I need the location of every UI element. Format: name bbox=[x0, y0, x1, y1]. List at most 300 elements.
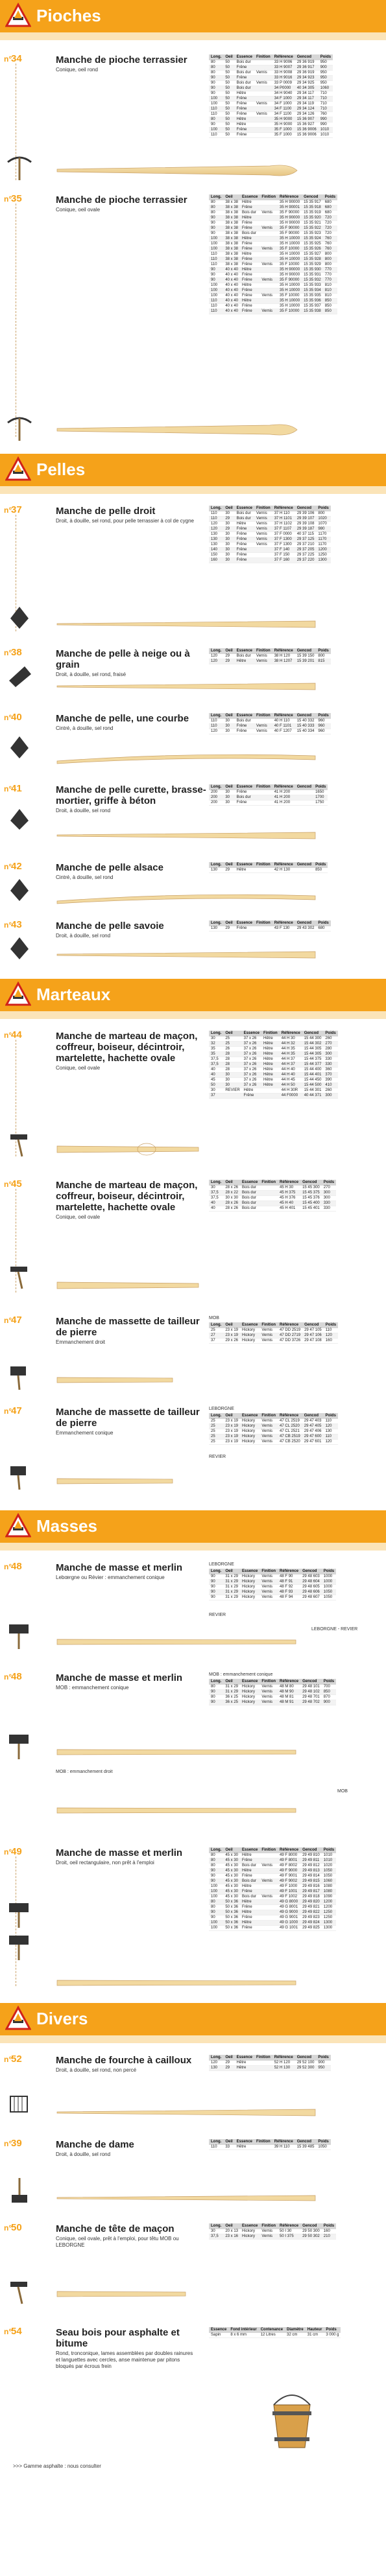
table-cell: 160 bbox=[209, 558, 223, 563]
product-41 bbox=[0, 784, 386, 849]
table-row bbox=[209, 112, 333, 117]
table-header-cell: Finition bbox=[259, 194, 278, 200]
table-row bbox=[209, 532, 331, 537]
table-cell: 35 F 1000 bbox=[272, 133, 295, 138]
table-cell: 35 F 10000 bbox=[278, 247, 302, 252]
table-row bbox=[209, 231, 337, 237]
product-48-mob bbox=[0, 1672, 386, 1834]
table-cell: 30 x 30 bbox=[223, 1196, 240, 1201]
table-row bbox=[209, 1083, 338, 1088]
table-cell: 950 bbox=[316, 2066, 330, 2071]
table-header-cell: Poids bbox=[316, 2139, 330, 2145]
table-row bbox=[209, 543, 331, 548]
table-cell bbox=[259, 231, 278, 237]
table-cell bbox=[254, 2145, 272, 2150]
table-header-cell: Contenance bbox=[259, 2327, 285, 2333]
table-cell: 15 45 375 bbox=[300, 1191, 322, 1196]
table-cell: Vernis bbox=[259, 278, 278, 283]
table-cell bbox=[254, 117, 272, 123]
product-47-conique bbox=[0, 1407, 386, 1497]
table-cell bbox=[259, 1900, 278, 1905]
table-cell: 35 H 10000 bbox=[278, 252, 302, 257]
table-cell: 25 bbox=[209, 1429, 223, 1434]
table-row bbox=[209, 654, 331, 659]
product-54 bbox=[0, 2327, 386, 2457]
table-cell: 29 50 302 bbox=[300, 2234, 322, 2240]
table-cell: 370 bbox=[323, 1073, 337, 1078]
table-cell: 100 bbox=[209, 1895, 223, 1900]
table-cell: 800 bbox=[323, 257, 337, 263]
table-cell: Hêtre bbox=[235, 659, 254, 664]
table-cell: Frêne bbox=[235, 724, 254, 729]
table-cell: 15 40 334 bbox=[295, 729, 317, 734]
table-cell: 200 bbox=[209, 790, 223, 795]
product-table bbox=[209, 2223, 336, 2240]
table-header-cell: Référence bbox=[278, 1569, 300, 1575]
product-43 bbox=[0, 920, 386, 972]
table-cell: 330 bbox=[322, 1206, 336, 1212]
table-cell: Bois dur bbox=[235, 719, 254, 724]
table-cell: Frêne bbox=[240, 288, 259, 294]
table-row bbox=[209, 1440, 338, 1445]
table-cell bbox=[254, 926, 272, 931]
table-cell: 15 44 305 bbox=[302, 1052, 324, 1057]
table-cell: Vernis bbox=[259, 1690, 278, 1695]
table-cell bbox=[259, 1206, 278, 1212]
section-strip bbox=[0, 486, 386, 494]
table-cell: 49 G 1000 bbox=[278, 1921, 300, 1926]
table-cell: 100 bbox=[209, 247, 223, 252]
handle-illustration bbox=[56, 889, 328, 906]
table-cell: 28 x 26 bbox=[223, 1201, 240, 1206]
table-cell bbox=[259, 1890, 278, 1895]
table-cell: 47 DD 3726 bbox=[278, 1339, 302, 1344]
table-cell: Hickory bbox=[240, 1685, 259, 1690]
table-cell: Hickory bbox=[240, 2234, 259, 2240]
table-cell: Frêne bbox=[240, 309, 259, 314]
table-cell: 330 bbox=[323, 1062, 337, 1068]
product-number: n° 48 bbox=[4, 1561, 22, 1572]
table-header-cell: Référence bbox=[272, 54, 295, 60]
table-cell: 1050 bbox=[316, 2145, 330, 2150]
table-cell: 1170 bbox=[316, 537, 330, 543]
table-header-cell: Long. bbox=[209, 1847, 223, 1853]
table-row bbox=[209, 200, 337, 205]
table-row bbox=[209, 801, 328, 806]
table-header-cell: Poids bbox=[313, 784, 328, 790]
handle-illustration bbox=[56, 749, 328, 766]
table-row bbox=[209, 522, 331, 527]
table-cell bbox=[295, 790, 313, 795]
table-cell: 37 x 26 bbox=[242, 1078, 261, 1083]
table-cell: 30 bbox=[223, 795, 234, 801]
product-number: n° 34 bbox=[4, 53, 22, 64]
table-row bbox=[209, 1869, 336, 1874]
table-cell: Hêtre bbox=[235, 522, 254, 527]
table-row bbox=[209, 1201, 336, 1206]
table-cell: 30 bbox=[223, 719, 234, 724]
table-cell: 30 bbox=[223, 790, 234, 795]
table-cell: Hickory bbox=[240, 1440, 259, 1445]
pickaxe-thumbnail bbox=[5, 412, 34, 442]
table-cell: 35 F 90000 bbox=[278, 226, 302, 231]
table-row bbox=[209, 724, 331, 729]
table-cell: 130 bbox=[323, 1429, 337, 1434]
handle-illustration bbox=[56, 2190, 328, 2207]
table-cell: 29 49 812 bbox=[300, 1864, 322, 1869]
table-cell: 50 bbox=[223, 76, 234, 81]
table-header-cell: Finition bbox=[254, 920, 272, 926]
table-header-cell: Poids bbox=[324, 2327, 341, 2333]
table-cell: 300 bbox=[323, 1094, 337, 1099]
table-header-cell: Oeil bbox=[223, 2223, 240, 2229]
table-cell: 90 bbox=[209, 1595, 223, 1600]
handle-illustration bbox=[56, 827, 328, 844]
table-cell: 120 bbox=[323, 1440, 337, 1445]
product-number: n° 38 bbox=[4, 647, 22, 658]
table-cell: 38 x 38 bbox=[223, 221, 240, 226]
table-cell: Frêne bbox=[235, 537, 254, 543]
table-cell: 37,5 bbox=[209, 1196, 223, 1201]
curette-thumbnail bbox=[5, 804, 34, 834]
table-cell: 12 Litres bbox=[259, 2333, 285, 2338]
table-header-cell: Finition bbox=[259, 1569, 278, 1575]
table-header-cell: Essence bbox=[235, 648, 254, 654]
table-row bbox=[209, 91, 333, 97]
table-cell: 29 39 187 bbox=[295, 527, 317, 532]
table-row bbox=[209, 2229, 336, 2234]
table-cell: 35 F 90000 bbox=[278, 231, 302, 237]
product-table bbox=[209, 1180, 336, 1212]
table-cell: Hêtre bbox=[261, 1062, 280, 1068]
table-cell: 30 bbox=[223, 724, 234, 729]
table-cell: 37,5 bbox=[209, 1062, 223, 1068]
table-cell: 270 bbox=[323, 1042, 337, 1047]
table-cell: 29 47 106 bbox=[302, 1333, 324, 1339]
table-cell: Frêne bbox=[240, 1874, 259, 1879]
table-cell: 720 bbox=[323, 226, 337, 231]
table-cell: 130 bbox=[209, 2066, 223, 2071]
table-row bbox=[209, 1088, 338, 1094]
table-cell bbox=[261, 1094, 280, 1099]
table-header-cell: Essence bbox=[235, 784, 254, 790]
table-cell: Hêtre bbox=[240, 1900, 259, 1905]
table-cell: 45 x 30 bbox=[223, 1858, 240, 1864]
table-cell: 960 bbox=[316, 729, 330, 734]
table-cell bbox=[259, 1926, 278, 1931]
table-row bbox=[209, 1900, 336, 1905]
table-cell: Vernis bbox=[259, 1700, 278, 1705]
handle-illustration bbox=[56, 162, 328, 179]
table-cell: 50 x 36 bbox=[223, 1900, 240, 1905]
product-name: Manche de masse et merlin MOB : emmanchement conique bbox=[56, 1672, 183, 1691]
table-cell: 90 bbox=[209, 91, 223, 97]
table-cell: 15 45 376 bbox=[300, 1196, 322, 1201]
table-cell: 15 40 332 bbox=[295, 719, 317, 724]
table-cell: 28 x 22 bbox=[223, 1191, 240, 1196]
section-title: Pioches bbox=[36, 6, 101, 25]
table-row bbox=[209, 221, 337, 226]
table-cell bbox=[254, 123, 272, 128]
table-cell: Frêne bbox=[235, 112, 254, 117]
table-cell: Frêne bbox=[235, 926, 254, 931]
table-header-cell: Référence bbox=[272, 784, 295, 790]
table-cell: Vernis bbox=[254, 659, 272, 664]
product-number: n° 43 bbox=[4, 919, 22, 930]
table-cell: 38 x 38 bbox=[223, 231, 240, 237]
table-cell: 25 bbox=[209, 1424, 223, 1429]
product-name: Manche de pelle à neige ou à grain Droit, à douille, sel rond, fraisé bbox=[56, 648, 190, 677]
table-cell: 80 bbox=[209, 211, 223, 216]
table-cell: 90 bbox=[209, 1575, 223, 1580]
table-cell: 110 bbox=[323, 1434, 337, 1440]
section-title: Masses bbox=[36, 1516, 97, 1536]
table-cell bbox=[254, 133, 272, 138]
product-37 bbox=[0, 506, 386, 635]
product-name: Manche de tête de maçon Conique, oeil ovale, prêt à l'emploi, pour têtu MOB ou LEBORGNE bbox=[56, 2223, 179, 2248]
table-header-cell: Poids bbox=[323, 194, 337, 200]
table-header-cell: Finition bbox=[259, 1322, 278, 1328]
table-cell: Frêne bbox=[240, 304, 259, 309]
table-cell bbox=[259, 1186, 278, 1191]
table-row bbox=[209, 719, 331, 724]
table-cell: 100 bbox=[209, 242, 223, 247]
handle-illustration bbox=[56, 1473, 328, 1490]
table-cell: 37 F 160 bbox=[272, 558, 295, 563]
table-cell: 50 bbox=[223, 107, 234, 112]
table-cell: Vernis bbox=[254, 102, 272, 107]
table-cell: 49 G 1001 bbox=[278, 1926, 300, 1931]
section-title: Marteaux bbox=[36, 985, 111, 1004]
table-cell: 40 34 305 bbox=[295, 86, 319, 91]
table-cell: 270 bbox=[322, 1186, 336, 1191]
table-cell: 29 bbox=[223, 659, 234, 664]
table-cell: 15 44 375 bbox=[302, 1057, 324, 1062]
brand-label: LEBORGNE bbox=[209, 1562, 234, 1567]
table-row bbox=[209, 1580, 336, 1585]
handle-illustration bbox=[56, 1141, 328, 1158]
table-row bbox=[209, 1585, 336, 1590]
table-cell: 1000 bbox=[322, 1585, 336, 1590]
table-cell: 950 bbox=[319, 81, 333, 86]
table-cell: 710 bbox=[319, 102, 333, 107]
table-row bbox=[209, 553, 331, 558]
product-table bbox=[209, 648, 331, 664]
table-cell: 100 bbox=[209, 102, 223, 107]
table-header-cell: Oeil bbox=[223, 862, 234, 868]
table-cell: Hêtre bbox=[240, 283, 259, 288]
table-header-cell: Gencod bbox=[302, 194, 323, 200]
table-cell: 210 bbox=[322, 2234, 336, 2240]
table-cell: 80 bbox=[209, 1900, 223, 1905]
table-cell: 23 x 19 bbox=[223, 1429, 240, 1434]
table-cell: 30 bbox=[223, 548, 234, 553]
table-cell bbox=[259, 1874, 278, 1879]
table-cell: 48 M 80 bbox=[278, 1685, 300, 1690]
table-cell: Hickory bbox=[240, 1575, 259, 1580]
product-number: n° 47 bbox=[4, 1315, 22, 1326]
table-cell: Bois dur bbox=[240, 1186, 259, 1191]
table-cell: Vernis bbox=[259, 2229, 278, 2234]
table-cell: 330 bbox=[323, 1057, 337, 1062]
table-header-cell: Gencod bbox=[295, 506, 317, 511]
table-cell: 760 bbox=[323, 247, 337, 252]
table-header-cell: Gencod bbox=[302, 1322, 324, 1328]
table-cell: 25 bbox=[209, 1419, 223, 1424]
product-number: n° 40 bbox=[4, 712, 22, 723]
table-cell: Hêtre bbox=[240, 252, 259, 257]
table-cell: 760 bbox=[319, 112, 333, 117]
table-cell: 48 F 91 bbox=[278, 1580, 300, 1585]
table-cell: Hêtre bbox=[261, 1042, 280, 1047]
product-table bbox=[209, 862, 328, 873]
section-title: Pelles bbox=[36, 460, 86, 479]
table-cell: 37 x 26 bbox=[242, 1073, 261, 1078]
table-cell: 110 bbox=[209, 263, 223, 268]
table-cell: 160 bbox=[324, 1339, 338, 1344]
table-cell: 23 x 19 bbox=[223, 1419, 240, 1424]
table-row bbox=[209, 1864, 336, 1869]
table-cell: 100 bbox=[209, 237, 223, 242]
table-cell: Vernis bbox=[254, 729, 272, 734]
table-cell bbox=[254, 107, 272, 112]
table-cell: 37 F 150 bbox=[272, 553, 295, 558]
mallet-thumbnail bbox=[5, 1461, 34, 1491]
table-header-cell: Référence bbox=[272, 713, 295, 719]
table-cell: 29 48 605 bbox=[300, 1585, 322, 1590]
table-cell: 29 47 405 bbox=[302, 1424, 324, 1429]
table-cell: 29 47 105 bbox=[302, 1328, 324, 1333]
table-cell: Frêne bbox=[235, 107, 254, 112]
table-cell: 980 bbox=[316, 527, 330, 532]
table-cell: Frêne bbox=[235, 65, 254, 71]
table-cell: 30 bbox=[209, 1186, 223, 1191]
table-cell: 3 000 g bbox=[324, 2333, 341, 2338]
table-row bbox=[209, 1206, 336, 1212]
table-cell: Hêtre bbox=[240, 1910, 259, 1915]
brand-label: MOB bbox=[209, 1316, 219, 1320]
table-cell: 960 bbox=[316, 724, 330, 729]
table-cell: 30 bbox=[223, 543, 234, 548]
table-cell: 29 bbox=[223, 926, 234, 931]
table-header-cell: Essence bbox=[240, 1322, 259, 1328]
table-cell: Hêtre bbox=[235, 123, 254, 128]
table-cell: 23 x 19 bbox=[223, 1440, 240, 1445]
product-47-droit bbox=[0, 1316, 386, 1394]
table-cell: Vernis bbox=[254, 522, 272, 527]
table-header-cell: Finition bbox=[254, 2055, 272, 2061]
table-cell: 90 bbox=[209, 1700, 223, 1705]
table-cell: 100 bbox=[209, 1890, 223, 1895]
table-cell: 110 bbox=[209, 309, 223, 314]
table-cell: Frêne bbox=[240, 205, 259, 211]
hammer-thumbnail bbox=[5, 2275, 34, 2305]
table-cell: 28 x 26 bbox=[223, 1186, 240, 1191]
table-cell: 20 x 13 bbox=[223, 2229, 240, 2234]
table-cell: Bois dur bbox=[240, 1201, 259, 1206]
table-cell: 680 bbox=[316, 926, 330, 931]
table-cell: 15 35 934 bbox=[302, 288, 323, 294]
table-cell: 15 35 921 bbox=[302, 221, 323, 226]
table-cell: 38 x 38 bbox=[223, 252, 240, 257]
table-cell: 44 H 30 bbox=[280, 1036, 302, 1042]
table-cell: 30 bbox=[223, 537, 234, 543]
table-header-cell: Oeil bbox=[223, 1847, 240, 1853]
table-cell: 29 37 205 bbox=[295, 548, 317, 553]
table-cell: 29 47 108 bbox=[302, 1339, 324, 1344]
table-cell: 48 F 93 bbox=[278, 1590, 300, 1595]
table-row bbox=[209, 1042, 338, 1047]
table-cell: 680 bbox=[323, 211, 337, 216]
table-row bbox=[209, 288, 337, 294]
table-cell: 15 35 922 bbox=[302, 226, 323, 231]
table-cell: 29 49 825 bbox=[300, 1926, 322, 1931]
table-cell: 120 bbox=[209, 522, 223, 527]
product-table bbox=[209, 1847, 336, 1931]
product-number: n° 50 bbox=[4, 2222, 22, 2233]
table-cell: Hêtre bbox=[235, 117, 254, 123]
table-cell: 29 36 917 bbox=[295, 65, 319, 71]
table-cell: 29 39 108 bbox=[295, 522, 317, 527]
table-cell: 37 H 110 bbox=[272, 511, 295, 517]
product-number: n° 52 bbox=[4, 2054, 22, 2065]
table-cell: 90 bbox=[209, 1915, 223, 1921]
table-cell: 90 bbox=[209, 1580, 223, 1585]
table-cell: Hêtre bbox=[235, 2145, 254, 2150]
table-cell: 100 bbox=[209, 97, 223, 102]
table-cell: Bois dur bbox=[235, 795, 254, 801]
product-table bbox=[209, 194, 337, 314]
table-cell: Hêtre bbox=[261, 1057, 280, 1062]
table-header-cell: Finition bbox=[254, 2139, 272, 2145]
table-header-cell: Oeil bbox=[223, 1413, 240, 1419]
table-cell: 120 bbox=[209, 729, 223, 734]
table-cell: 29 48 606 bbox=[300, 1590, 322, 1595]
table-cell: 29 34 124 bbox=[295, 107, 319, 112]
table-header-cell: Référence bbox=[278, 1679, 300, 1685]
table-header-cell: Gencod bbox=[295, 648, 317, 654]
table-cell: 120 bbox=[209, 527, 223, 532]
brand-label: MOB bbox=[337, 1789, 348, 1794]
table-cell: 80 bbox=[209, 1695, 223, 1700]
fork-thumbnail bbox=[5, 2091, 34, 2121]
table-header-cell: Poids bbox=[323, 1413, 337, 1419]
table-cell bbox=[259, 1921, 278, 1926]
product-number: n° 49 bbox=[4, 1846, 22, 1857]
table-cell: Hêtre bbox=[261, 1052, 280, 1057]
table-cell: 950 bbox=[319, 71, 333, 76]
table-cell bbox=[259, 1910, 278, 1915]
table-cell: 26 bbox=[223, 1047, 241, 1052]
table-cell: 37 x 26 bbox=[242, 1047, 261, 1052]
table-cell: 40 x 40 bbox=[223, 283, 240, 288]
table-header-cell: Essence bbox=[240, 2223, 259, 2229]
table-cell: 120 bbox=[209, 659, 223, 664]
table-row bbox=[209, 294, 337, 299]
bucket-illustration bbox=[266, 2392, 318, 2450]
table-cell: 34 F 1000 bbox=[272, 97, 295, 102]
table-cell: Bois dur bbox=[240, 1864, 259, 1869]
handle-illustration bbox=[56, 1974, 328, 1991]
table-cell: Bois dur bbox=[235, 81, 254, 86]
table-row bbox=[209, 205, 337, 211]
table-cell: Frêne bbox=[240, 1915, 259, 1921]
table-cell: Frêne bbox=[240, 242, 259, 247]
table-header-cell: Poids bbox=[323, 1031, 337, 1036]
table-row bbox=[209, 273, 337, 278]
product-50 bbox=[0, 2223, 386, 2314]
table-cell: 1170 bbox=[316, 543, 330, 548]
